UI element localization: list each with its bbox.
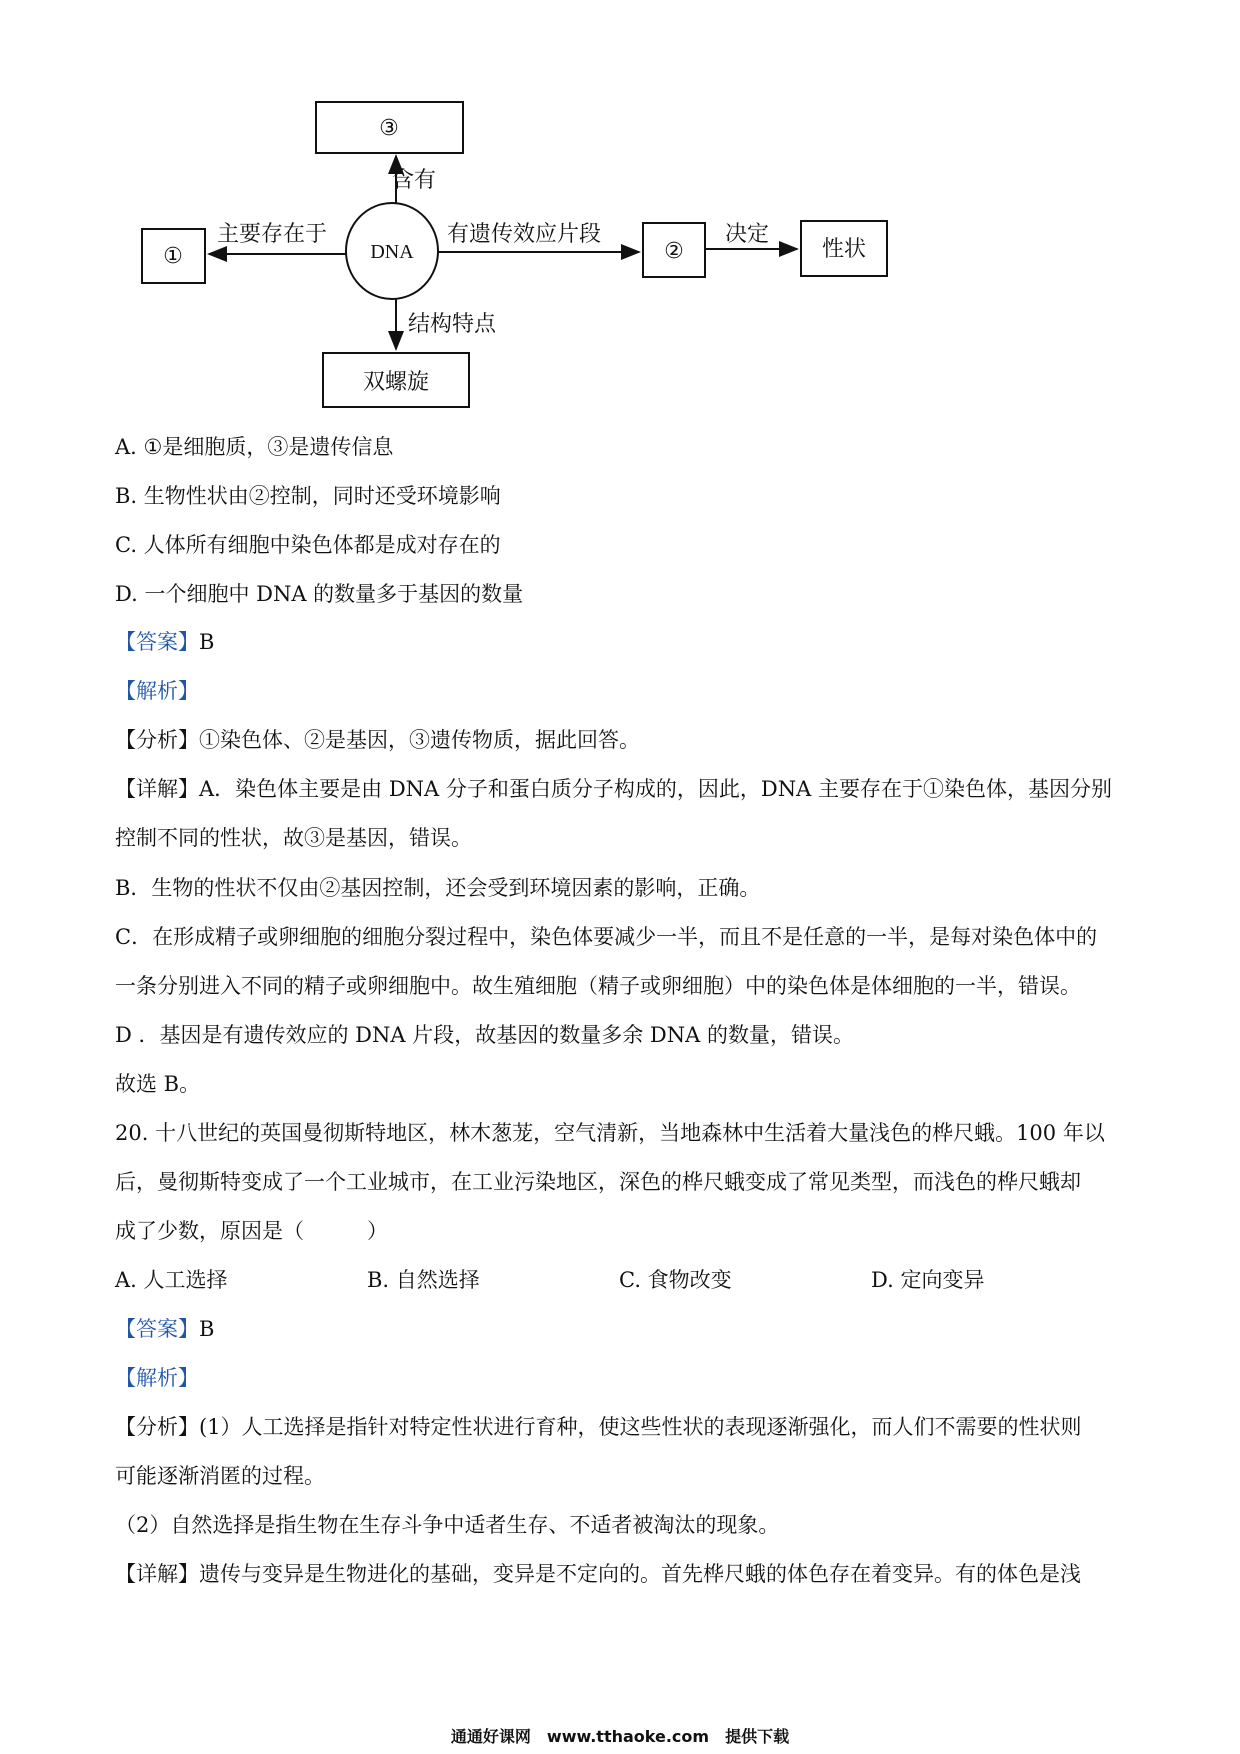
- analysis-tag: 【解析】: [115, 679, 199, 703]
- dna-concept-diagram: [0, 0, 1240, 430]
- q20-option-c: C. 食物改变: [619, 1268, 732, 1292]
- answer-value: B: [199, 1317, 215, 1341]
- label-structure: 结构特点: [408, 312, 497, 337]
- q20-fenxi-1: [115, 1412, 1135, 1442]
- q19-answer: [115, 627, 1135, 657]
- label-gene-segment: 有遗传效应片段: [447, 222, 602, 247]
- q20-analysis-heading: [115, 1363, 1135, 1393]
- fenxi-text-1: (1）人工选择是指针对特定性状进行育种，使这些性状的表现逐渐强化，而人们不需要的性状则: [199, 1415, 1082, 1439]
- detail-text-1: 遗传与变异是生物进化的基础，变异是不定向的。首先桦尺蛾的体色存在着变异。有的体色是浅: [199, 1562, 1081, 1586]
- box-top-label: ③: [379, 116, 399, 141]
- answer-tag: 【答案】: [115, 1317, 199, 1341]
- label-contains: 含有: [392, 168, 437, 193]
- q19-detail-b: B．生物的性状不仅由②基因控制，还会受到环境因素的影响，正确。: [115, 876, 761, 900]
- fenxi-tag: 【分析】: [115, 1415, 199, 1439]
- q20-detail-1: [115, 1559, 1135, 1589]
- q19-detail-c1: C．在形成精子或卵细胞的细胞分裂过程中，染色体要减少一半，而且不是任意的一半，是每对染色体中的: [115, 925, 1098, 949]
- q20-stem-1: 20. 十八世纪的英国曼彻斯特地区，林木葱茏，空气清新，当地森林中生活着大量浅色的桦尺蛾。100 年以: [115, 1121, 1105, 1145]
- detail-a1-text: A．染色体主要是由 DNA 分子和蛋白质分子构成的，因此，DNA 主要存在于①染色体，基因分别: [199, 777, 1112, 801]
- q19-conclusion: 故选 B。: [115, 1072, 201, 1096]
- answer-tag: 【答案】: [115, 630, 199, 654]
- q20-stem-3: 成了少数，原因是（ ）: [115, 1219, 388, 1243]
- box-trait-label: 性状: [821, 237, 867, 262]
- q19-fenxi: [115, 725, 1135, 755]
- q20-fenxi-2: 可能逐渐消匿的过程。: [115, 1464, 325, 1488]
- box-left-label: ①: [163, 244, 183, 269]
- q20-option-d: D. 定向变异: [871, 1268, 985, 1292]
- fenxi-tag: 【分析】: [115, 728, 199, 752]
- q19-option-d: D. 一个细胞中 DNA 的数量多于基因的数量: [115, 582, 524, 606]
- box-bottom-label: 双螺旋: [362, 370, 430, 395]
- q20-option-b: B. 自然选择: [367, 1268, 480, 1292]
- q20-stem-2: 后，曼彻斯特变成了一个工业城市，在工业污染地区，深色的桦尺蛾变成了常见类型，而浅色的桦尺蛾却: [115, 1170, 1081, 1194]
- q19-analysis-heading: [115, 676, 1135, 706]
- q19-detail-a1: [115, 774, 1135, 804]
- analysis-tag: 【解析】: [115, 1366, 199, 1390]
- dna-label: DNA: [370, 241, 414, 263]
- detail-tag: 【详解】: [115, 777, 199, 801]
- fenxi-text: ①染色体、②是基因，③遗传物质，据此回答。: [199, 728, 640, 752]
- label-mainly-in: 主要存在于: [217, 222, 328, 247]
- q19-detail-d: D ．基因是有遗传效应的 DNA 片段，故基因的数量多余 DNA 的数量，错误。: [115, 1023, 854, 1047]
- q20-option-a: A. 人工选择: [115, 1268, 228, 1292]
- q19-option-c: C. 人体所有细胞中染色体都是成对存在的: [115, 533, 501, 557]
- q20-answer: [115, 1314, 1135, 1344]
- page-footer: 通通好课网 www.tthaoke.com 提供下载: [450, 1727, 790, 1746]
- q19-detail-c2: 一条分别进入不同的精子或卵细胞中。故生殖细胞（精子或卵细胞）中的染色体是体细胞的一半，错误。: [115, 974, 1081, 998]
- q19-option-a: A. ①是细胞质，③是遗传信息: [115, 435, 394, 459]
- q19-detail-a2: 控制不同的性状，故③是基因，错误。: [115, 826, 472, 850]
- q19-option-b: B. 生物性状由②控制，同时还受环境影响: [115, 484, 501, 508]
- answer-value: B: [199, 630, 215, 654]
- label-decide: 决定: [725, 222, 770, 247]
- box-right-label: ②: [664, 239, 684, 264]
- q20-fenxi-3: （2）自然选择是指生物在生存斗争中适者生存、不适者被淘汰的现象。: [115, 1513, 780, 1537]
- detail-tag: 【详解】: [115, 1562, 199, 1586]
